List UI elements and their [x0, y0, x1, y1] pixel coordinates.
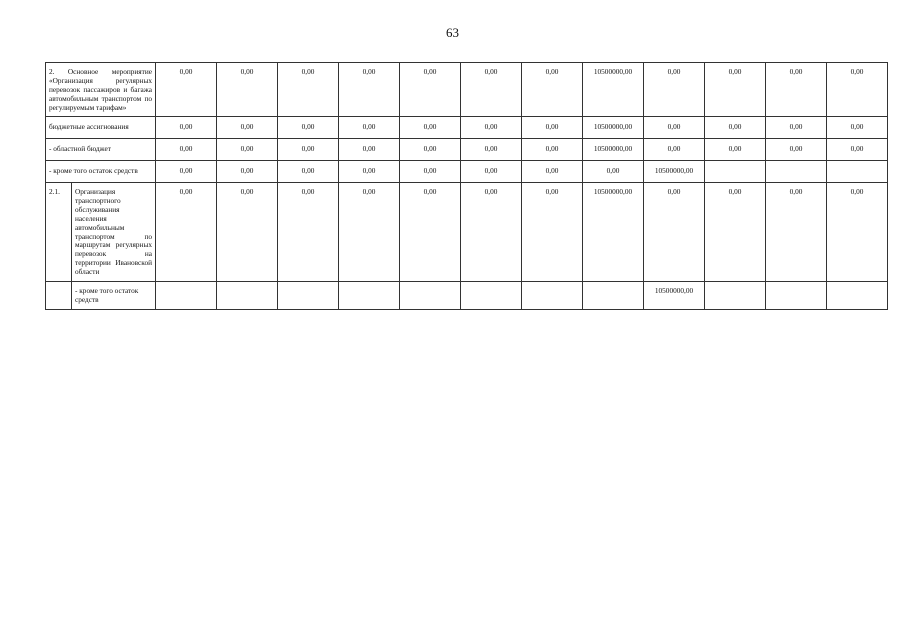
table-cell: 0,00	[217, 63, 278, 117]
table-cell: 0,00	[644, 117, 705, 139]
table-cell	[827, 161, 888, 183]
table-cell: 0,00	[278, 161, 339, 183]
page-number: 63	[446, 25, 459, 40]
row-label: Организация транспортного обслуживания населения автомобильным транспортом по маршрутам регулярных перевозок на территории Ивановской области	[72, 183, 156, 282]
table-cell: 10500000,00	[583, 183, 644, 282]
table-cell: 0,00	[522, 139, 583, 161]
table-cell: 10500000,00	[583, 139, 644, 161]
table-cell	[461, 282, 522, 310]
table-cell: 0,00	[156, 117, 217, 139]
table-cell: 0,00	[644, 183, 705, 282]
table-row	[46, 183, 888, 282]
table-cell: 0,00	[217, 139, 278, 161]
table-cell	[217, 282, 278, 310]
table-cell: 0,00	[339, 63, 400, 117]
table-cell: 0,00	[400, 139, 461, 161]
table-cell: 0,00	[400, 183, 461, 282]
table-cell: 0,00	[461, 139, 522, 161]
row-label: - кроме того остаток средств	[46, 161, 156, 183]
table-cell: 0,00	[522, 161, 583, 183]
row-index	[46, 282, 72, 310]
table-cell: 0,00	[705, 183, 766, 282]
table-cell	[339, 282, 400, 310]
row-label: - областной бюджет	[46, 139, 156, 161]
table-cell: 0,00	[156, 63, 217, 117]
table-cell: 0,00	[522, 117, 583, 139]
table-row	[46, 161, 888, 183]
table-row	[46, 139, 888, 161]
table-cell	[766, 282, 827, 310]
table-cell: 0,00	[400, 161, 461, 183]
table-cell: 0,00	[705, 117, 766, 139]
table-cell: 0,00	[278, 183, 339, 282]
table-cell: 0,00	[339, 117, 400, 139]
table-cell	[522, 282, 583, 310]
table-row	[46, 63, 888, 117]
table-cell: 10500000,00	[644, 282, 705, 310]
table-cell: 0,00	[827, 63, 888, 117]
table-row	[46, 282, 888, 310]
table-cell: 0,00	[827, 183, 888, 282]
table-cell: 0,00	[217, 183, 278, 282]
table-cell	[278, 282, 339, 310]
table-cell: 0,00	[278, 117, 339, 139]
table-cell	[705, 282, 766, 310]
table-cell: 0,00	[278, 63, 339, 117]
budget-table	[45, 62, 888, 310]
row-label: - кроме того остаток средств	[72, 282, 156, 310]
table-cell: 0,00	[400, 63, 461, 117]
table-cell: 0,00	[156, 139, 217, 161]
table-cell	[156, 282, 217, 310]
table-cell: 0,00	[766, 183, 827, 282]
table-cell	[583, 282, 644, 310]
table-cell: 0,00	[766, 117, 827, 139]
table-cell: 0,00	[644, 63, 705, 117]
table-cell: 0,00	[522, 63, 583, 117]
table-cell: 0,00	[339, 161, 400, 183]
table-cell: 0,00	[644, 139, 705, 161]
table-cell: 0,00	[583, 161, 644, 183]
table-cell: 0,00	[217, 117, 278, 139]
table-cell: 0,00	[827, 139, 888, 161]
table-cell: 0,00	[461, 183, 522, 282]
table-cell: 0,00	[766, 63, 827, 117]
table-row	[46, 117, 888, 139]
table-cell: 0,00	[339, 139, 400, 161]
table-cell: 0,00	[156, 183, 217, 282]
table-cell: 0,00	[156, 161, 217, 183]
table-cell: 0,00	[461, 63, 522, 117]
table-cell: 0,00	[522, 183, 583, 282]
table-cell: 0,00	[278, 139, 339, 161]
row-index: 2.1.	[46, 183, 72, 282]
table-cell: 0,00	[461, 161, 522, 183]
table-cell: 0,00	[705, 139, 766, 161]
table-cell	[766, 161, 827, 183]
row-label: 2. Основное мероприятие «Организация регулярных перевозок пассажиров и багажа автомобильным транспортом по регулируемым тарифам»	[46, 63, 156, 117]
table-cell: 0,00	[827, 117, 888, 139]
table-cell: 0,00	[217, 161, 278, 183]
table-cell: 0,00	[461, 117, 522, 139]
table-cell: 0,00	[766, 139, 827, 161]
table-cell	[400, 282, 461, 310]
table-cell: 10500000,00	[644, 161, 705, 183]
table-cell: 0,00	[400, 117, 461, 139]
table-cell	[705, 161, 766, 183]
table-cell: 10500000,00	[583, 117, 644, 139]
row-label: бюджетные ассигнования	[46, 117, 156, 139]
table-cell: 0,00	[705, 63, 766, 117]
table-cell: 0,00	[339, 183, 400, 282]
table-cell	[827, 282, 888, 310]
table-cell: 10500000,00	[583, 63, 644, 117]
